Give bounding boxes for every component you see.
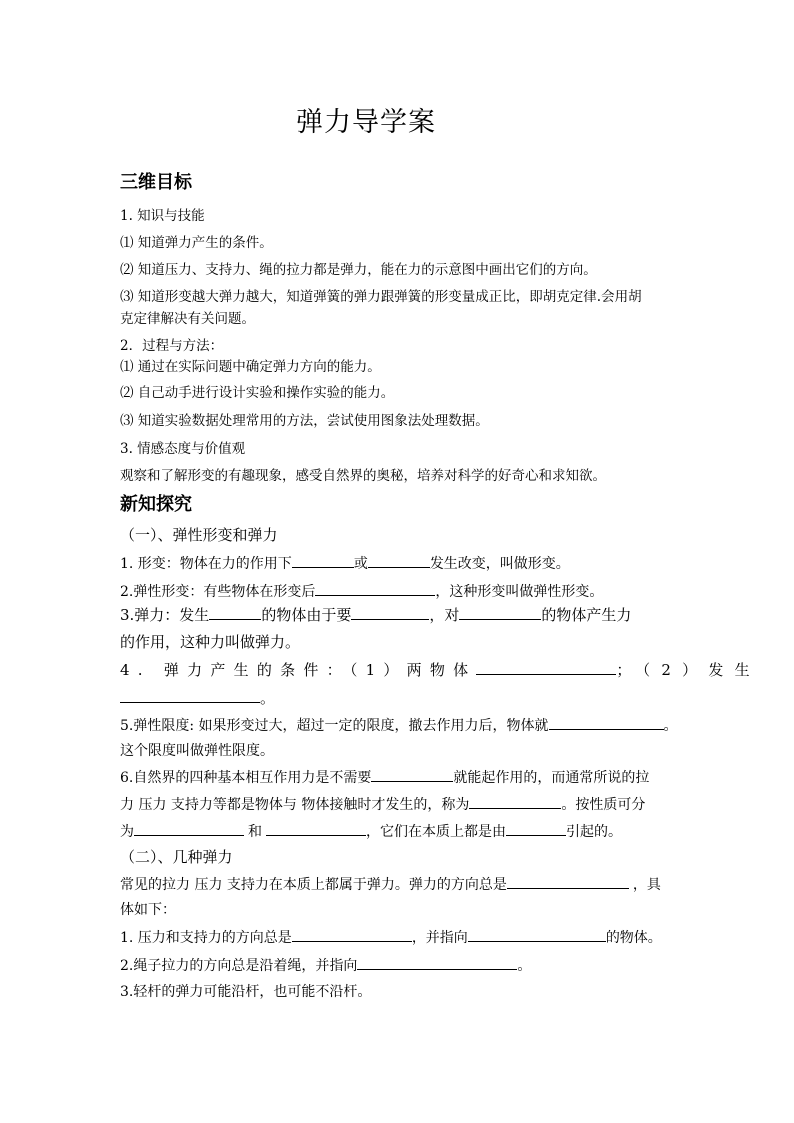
paragraph-text: 2.绳子拉力的方向总是沿着绳，并指向	[120, 958, 358, 974]
question-1	[120, 552, 570, 575]
goal-line: ⑴ 通过在实际问题中确定弹力方向的能力。	[120, 359, 381, 375]
blank[interactable]	[209, 604, 261, 620]
question-text: 为	[120, 824, 134, 840]
question-text: 1. 形变：物体在力的作用下	[120, 556, 292, 572]
question-text: 引起的。	[566, 824, 622, 840]
question-text: ；（2）发生	[616, 661, 761, 679]
blank[interactable]	[357, 954, 517, 970]
blank[interactable]	[120, 687, 260, 703]
question-text: ，它们在本质上都是由	[366, 824, 506, 840]
question-text: 的物体产生力	[541, 606, 632, 624]
paragraph-2	[120, 926, 662, 949]
subsection-heading: （一）、弹性形变和弹力	[120, 526, 278, 544]
goal-line: 克定律解决有关问题。	[120, 311, 255, 327]
section-heading-explore: 新知探究	[120, 494, 192, 515]
question-5-cont: 这个限度叫做弹性限度。	[120, 743, 274, 759]
question-4	[120, 659, 761, 681]
blank[interactable]	[459, 604, 541, 620]
blank[interactable]	[371, 766, 453, 782]
question-text: 的物体由于要	[261, 606, 352, 624]
blank[interactable]	[506, 820, 566, 836]
paragraph-text: 1. 压力和支持力的方向总是	[120, 930, 292, 946]
goal-line: ⑵ 自己动手进行设计实验和操作实验的能力。	[120, 385, 395, 401]
blank[interactable]	[266, 820, 366, 836]
paragraph-text: 。	[517, 958, 532, 974]
question-text: 就能起作用的，而通常所说的拉	[453, 770, 650, 786]
goal-line: ⑶ 知道形变越大弹力越大，知道弹簧的弹力跟弹簧的形变量成正比，即胡克定律.会用胡	[120, 289, 642, 305]
blank[interactable]	[315, 580, 435, 596]
blank[interactable]	[468, 926, 606, 942]
goal-line: 3. 情感态度与价值观	[120, 441, 246, 457]
section-heading-goals: 三维目标	[120, 172, 192, 193]
question-text: 6.自然界的四种基本相互作用力是不需要	[120, 770, 372, 786]
paragraph-text: ，具	[632, 877, 661, 893]
question-text: 5.弹性限度: 如果形变过大，超过一定的限度，撤去作用力后，物体就	[120, 718, 549, 734]
blank[interactable]	[292, 926, 412, 942]
question-text: 和	[248, 824, 262, 840]
question-2	[120, 580, 603, 603]
goal-line: 2．过程与方法：	[120, 338, 224, 354]
question-4-cont	[120, 687, 275, 709]
paragraph-text: 常见的拉力 压力 支持力在本质上都属于弹力。弹力的方向总是	[120, 877, 507, 893]
blank[interactable]	[507, 873, 629, 889]
question-6-cont2	[120, 820, 622, 843]
question-text: ，对	[429, 606, 460, 624]
paragraph-4: 3.轻杆的弹力可能沿杆，也可能不沿杆。	[120, 984, 372, 1000]
question-text: 发生改变，叫做形变。	[429, 556, 570, 572]
question-text: 3.弹力：发生	[120, 606, 210, 624]
blank[interactable]	[134, 820, 244, 836]
question-text: 。	[663, 718, 678, 734]
question-3-cont: 的作用，这种力叫做弹力。	[120, 633, 301, 651]
question-text: 。按性质可分	[561, 797, 646, 813]
question-6	[120, 766, 649, 789]
question-text: 。	[260, 689, 276, 707]
paragraph-3	[120, 954, 531, 977]
question-5	[120, 714, 678, 737]
question-text: 4. 弹力产生的条件：（1）两物体	[120, 661, 477, 679]
blank[interactable]	[292, 552, 354, 568]
goal-line: 1. 知识与技能	[120, 208, 205, 224]
goal-line: ⑵ 知道压力、支持力、绳的拉力都是弹力，能在力的示意图中画出它们的方向。	[120, 262, 597, 278]
goal-line: 观察和了解形变的有趣现象，感受自然界的奥秘，培养对科学的好奇心和求知欲。	[120, 468, 606, 484]
page-title: 弹力导学案	[296, 107, 436, 138]
paragraph-text: ，并指向	[411, 930, 468, 946]
question-text: 力 压力 支持力等都是物体与 物体接触时才发生的，称为	[120, 797, 470, 813]
blank[interactable]	[549, 714, 664, 730]
question-text: 或	[353, 556, 368, 572]
paragraph-1-cont: 体如下：	[120, 902, 176, 918]
blank[interactable]	[351, 604, 429, 620]
blank[interactable]	[368, 552, 430, 568]
blank[interactable]	[469, 793, 561, 809]
blank[interactable]	[476, 659, 616, 675]
subsection-heading: （二）、几种弹力	[120, 848, 233, 866]
question-text: 2.弹性形变：有些物体在形变后	[120, 584, 316, 600]
question-text: ，这种形变叫做弹性形变。	[435, 584, 604, 600]
question-3	[120, 604, 631, 626]
paragraph-text: 的物体。	[605, 930, 662, 946]
goal-line: ⑶ 知道实验数据处理常用的方法，尝试使用图象法处理数据。	[120, 413, 489, 429]
question-6-cont	[120, 793, 645, 816]
paragraph-1	[120, 873, 661, 896]
goal-line: ⑴ 知道弹力产生的条件。	[120, 235, 273, 251]
